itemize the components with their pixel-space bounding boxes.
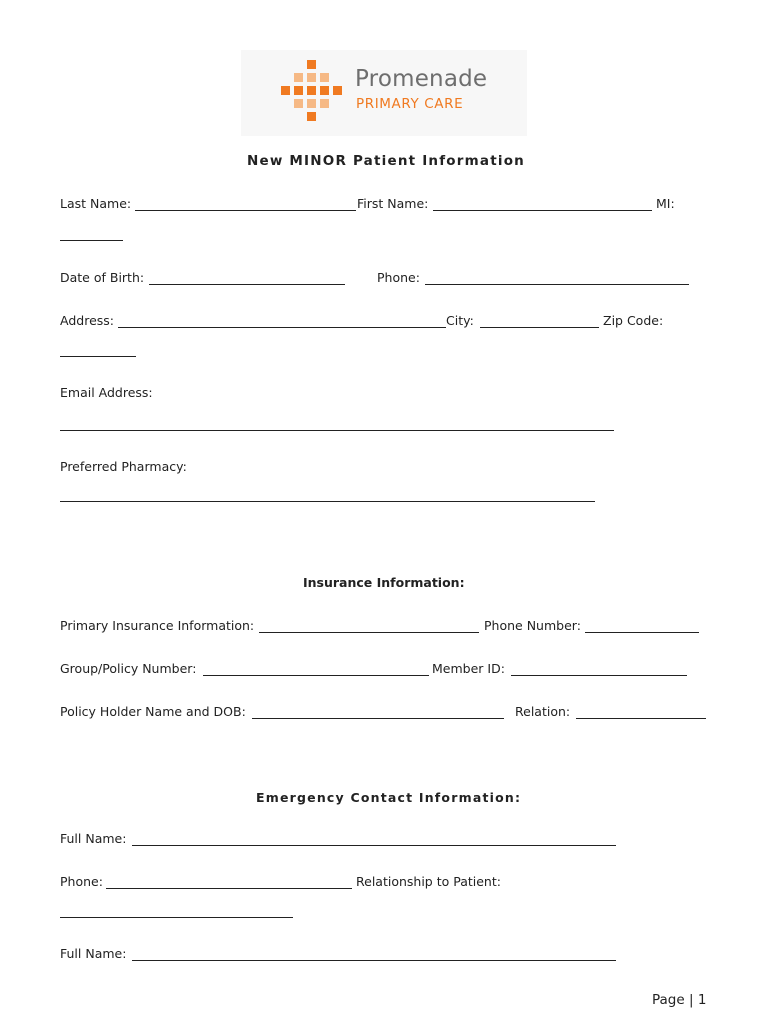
primary-insurance-field[interactable]	[259, 632, 479, 633]
insurance-phone-field[interactable]	[585, 632, 699, 633]
zip-label: Zip Code:	[603, 313, 664, 328]
member-id-field[interactable]	[511, 675, 687, 676]
emergency-full-name-label: Full Name:	[60, 831, 127, 846]
city-field[interactable]	[480, 327, 599, 328]
email-label: Email Address:	[60, 385, 153, 400]
pharmacy-label: Preferred Pharmacy:	[60, 459, 187, 474]
relationship-label: Relationship to Patient:	[356, 874, 501, 889]
emergency-full-name-field[interactable]	[132, 845, 616, 846]
pharmacy-field[interactable]	[60, 501, 595, 502]
relation-label: Relation:	[515, 704, 571, 719]
brand-subtitle: PRIMARY CARE	[356, 96, 464, 112]
phone-label: Phone:	[377, 270, 420, 285]
mi-label: MI:	[656, 196, 675, 211]
relation-field[interactable]	[576, 718, 706, 719]
emergency-full-name-label-2: Full Name:	[60, 946, 127, 961]
relationship-field[interactable]	[60, 917, 293, 918]
insurance-heading: Insurance Information:	[303, 575, 465, 590]
dob-field[interactable]	[149, 284, 345, 285]
email-field[interactable]	[60, 430, 614, 431]
policy-holder-field[interactable]	[252, 718, 504, 719]
member-id-label: Member ID:	[432, 661, 505, 676]
group-policy-field[interactable]	[203, 675, 429, 676]
last-name-label: Last Name:	[60, 196, 132, 211]
address-field[interactable]	[118, 327, 446, 328]
cross-logo-icon	[281, 60, 341, 124]
address-label: Address:	[60, 313, 114, 328]
emergency-phone-field[interactable]	[106, 888, 352, 889]
emergency-full-name-field-2[interactable]	[132, 960, 616, 961]
phone-field[interactable]	[425, 284, 689, 285]
emergency-heading: Emergency Contact Information:	[256, 790, 522, 805]
page-number: Page | 1	[652, 992, 707, 1008]
form-title: New MINOR Patient Information	[247, 153, 525, 169]
brand-name: Promenade	[355, 66, 488, 92]
insurance-phone-label: Phone Number:	[484, 618, 581, 633]
dob-label: Date of Birth:	[60, 270, 145, 285]
zip-field[interactable]	[60, 356, 136, 357]
city-label: City:	[446, 313, 474, 328]
mi-field[interactable]	[60, 240, 123, 241]
policy-holder-label: Policy Holder Name and DOB:	[60, 704, 246, 719]
group-policy-label: Group/Policy Number:	[60, 661, 197, 676]
primary-insurance-label: Primary Insurance Information:	[60, 618, 255, 633]
last-name-field[interactable]	[135, 210, 356, 211]
emergency-phone-label: Phone:	[60, 874, 103, 889]
first-name-field[interactable]	[433, 210, 652, 211]
first-name-label: First Name:	[357, 196, 429, 211]
